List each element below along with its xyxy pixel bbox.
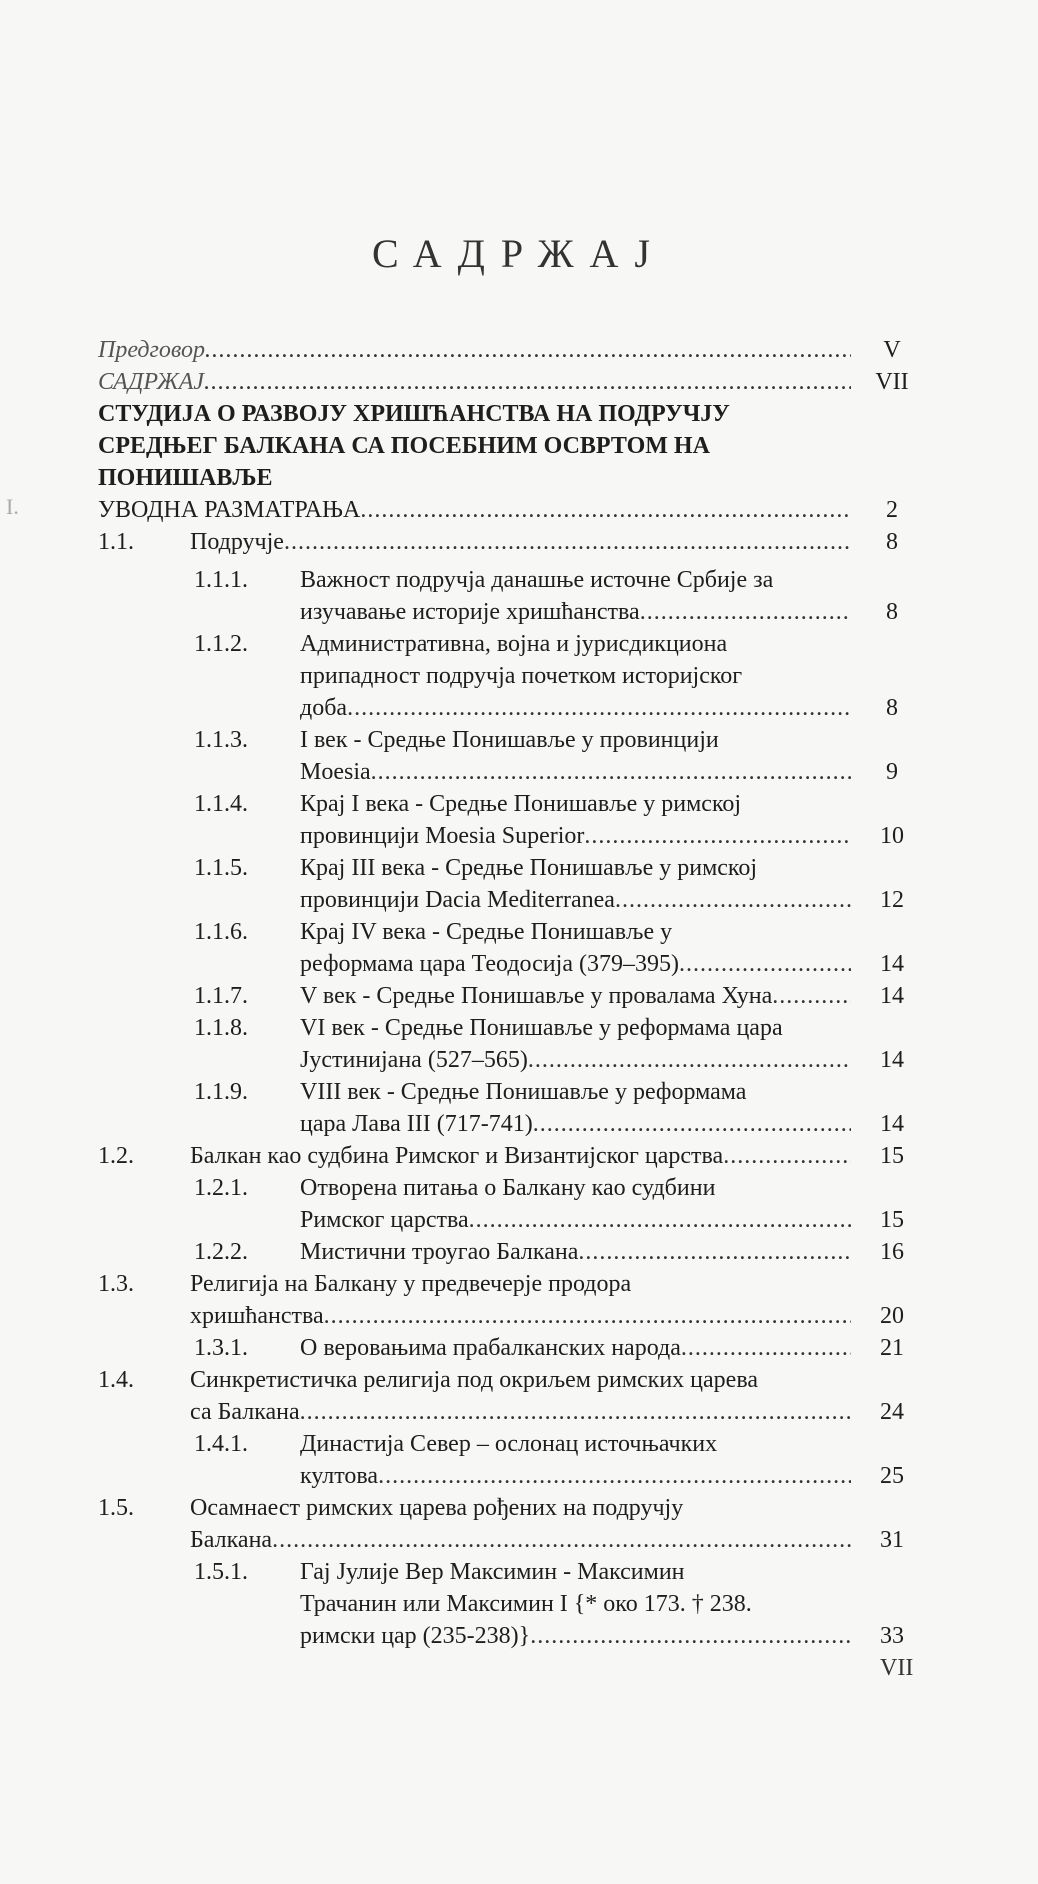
toc-entry-number: 1.2.2.	[194, 1239, 248, 1265]
toc-line	[300, 884, 855, 916]
dot-leader	[205, 334, 851, 366]
toc-page-number: 15	[880, 1207, 904, 1233]
toc-entry-text: УВОДНА РАЗМАТРАЊА	[98, 497, 361, 523]
toc-line	[190, 1396, 855, 1428]
toc-line	[300, 660, 742, 692]
dot-leader	[469, 1204, 851, 1236]
toc-entry-text: О веровањима прабалканских народа	[300, 1335, 681, 1361]
toc-line	[300, 756, 855, 788]
toc-entry-text: доба	[300, 695, 348, 721]
dot-leader	[772, 980, 851, 1012]
toc-page-number: 2	[886, 497, 898, 523]
section-heading: СТУДИЈА О РАЗВОЈУ ХРИШЋАНСТВА НА ПОДРУЧЈУ	[98, 401, 730, 427]
toc-entry-number: 1.3.	[98, 1271, 134, 1297]
dot-leader	[272, 1524, 851, 1556]
toc-entry-number: 1.1.	[98, 529, 134, 555]
toc-entry-number: 1.1.5.	[194, 855, 248, 881]
toc-entry-text: Јустинијана (527–565)	[300, 1047, 528, 1073]
toc-page-number: V	[883, 337, 901, 363]
toc-line	[300, 1204, 855, 1236]
dot-leader	[723, 1140, 851, 1172]
toc-entry-number: 1.3.1.	[194, 1335, 248, 1361]
toc-page-number: 25	[880, 1463, 904, 1489]
toc-entry-text: I век - Средње Понишавље у провинцији	[300, 727, 719, 753]
toc-page-number: VII	[875, 369, 909, 395]
toc-entry-number: 1.4.	[98, 1367, 134, 1393]
page-number: VII	[880, 1655, 914, 1681]
dot-leader	[324, 1300, 851, 1332]
dot-leader	[533, 1108, 851, 1140]
toc-entry-number: 1.2.	[98, 1143, 134, 1169]
dot-leader	[528, 1044, 851, 1076]
toc-entry-number: 1.1.9.	[194, 1079, 248, 1105]
section-heading: СРЕДЊЕГ БАЛКАНА СА ПОСЕБНИМ ОСВРТОМ НА	[98, 433, 710, 459]
toc-entry-text: Балкана	[190, 1527, 273, 1553]
dot-leader	[378, 1460, 851, 1492]
toc-entry-text: провинцији Dacia Mediterranea	[300, 887, 615, 913]
toc-entry-text: Подручје	[190, 529, 284, 555]
toc-entry-text: хришћанства	[190, 1303, 324, 1329]
toc-page-number: 15	[880, 1143, 904, 1169]
toc-entry-text: VIII век - Средње Понишавље у реформама	[300, 1079, 747, 1105]
toc-line	[190, 1524, 855, 1556]
toc-line	[190, 1300, 855, 1332]
toc-line	[190, 526, 855, 558]
toc-line	[300, 628, 727, 660]
toc-line	[300, 1556, 685, 1588]
toc-line	[300, 1332, 855, 1364]
toc-line	[300, 820, 855, 852]
toc-page-number: 9	[886, 759, 898, 785]
toc-page-number: 14	[880, 1111, 904, 1137]
dot-leader	[681, 1332, 851, 1364]
toc-entry-text: изучавање историје хришћанства	[300, 599, 640, 625]
toc-page-number: 14	[880, 983, 904, 1009]
toc-line	[300, 980, 855, 1012]
toc-line	[300, 1044, 855, 1076]
toc-page-number: 16	[880, 1239, 904, 1265]
dot-leader	[300, 1396, 851, 1428]
toc-line	[300, 1460, 855, 1492]
toc-entry-text: Крај I века - Средње Понишавље у римској	[300, 791, 742, 817]
toc-entry-text: САДРЖАЈ	[98, 369, 205, 395]
toc-entry-number: 1.1.3.	[194, 727, 248, 753]
toc-entry-number: 1.1.2.	[194, 631, 248, 657]
margin-mark: I.	[6, 494, 19, 519]
toc-entry-number: 1.1.6.	[194, 919, 248, 945]
toc-entry-text: реформама цара Теодосија (379–395)	[300, 951, 679, 977]
toc-entry-text: Религија на Балкану у предвечерје продора	[190, 1271, 632, 1297]
toc-line	[190, 1364, 758, 1396]
toc-line	[98, 334, 855, 366]
toc-entry-number: 1.1.7.	[194, 983, 248, 1009]
toc-entry-text: VI век - Средње Понишавље у реформама цара	[300, 1015, 783, 1041]
toc-line	[300, 1428, 717, 1460]
dot-leader	[615, 884, 851, 916]
toc-entry-text: V век - Средње Понишавље у провалама Хуна	[300, 983, 773, 1009]
toc-entry-text: Важност подручја данашње источне Србије за	[300, 567, 774, 593]
page-title: САДРЖАЈ	[372, 231, 666, 276]
toc-page-number: 20	[880, 1303, 904, 1329]
toc-line	[190, 1268, 631, 1300]
toc-page-number: 14	[880, 951, 904, 977]
toc-entry-text: Moesia	[300, 759, 371, 785]
toc-line	[300, 788, 741, 820]
toc-entry-number: 1.2.1.	[194, 1175, 248, 1201]
toc-entry-text: Династија Север – ослонац источњачких	[300, 1431, 718, 1457]
dot-leader	[284, 526, 851, 558]
toc-line	[300, 852, 757, 884]
toc-entry-text: Административна, војна и јурисдикциона	[300, 631, 728, 657]
dot-leader	[204, 366, 851, 398]
toc-entry-text: Гај Јулије Вер Максимин - Максимин	[300, 1559, 685, 1585]
dot-leader	[578, 1236, 851, 1268]
toc-line	[300, 724, 719, 756]
toc-page-number: 8	[886, 695, 898, 721]
dot-leader	[640, 596, 851, 628]
toc-entry-text: римски цар (235-238)}	[300, 1623, 531, 1649]
toc-entry-number: 1.1.1.	[194, 567, 248, 593]
toc-entry-text: Осамнаест римских царева рођених на подручју	[190, 1495, 684, 1521]
toc-entry-text: цара Лава III (717-741)	[300, 1111, 533, 1137]
toc-line	[300, 1076, 746, 1108]
toc-entry-text: Синкретистичка религија под окриљем римских царева	[190, 1367, 758, 1393]
toc-line	[300, 1236, 855, 1268]
toc-entry-number: 1.5.1.	[194, 1559, 248, 1585]
toc-page-number: 8	[886, 599, 898, 625]
toc-line	[300, 1172, 715, 1204]
toc-entry-number: 1.4.1.	[194, 1431, 248, 1457]
toc-line	[300, 564, 773, 596]
toc-entry-text: Балкан као судбина Римског и Византијског царства	[190, 1143, 724, 1169]
toc-page-number: 12	[880, 887, 904, 913]
toc-line	[300, 1620, 855, 1652]
toc-entry-number: 1.1.4.	[194, 791, 248, 817]
toc-entry-text: Отворена питања о Балкану као судбини	[300, 1175, 716, 1201]
toc-entry-text: Римског царства	[300, 1207, 469, 1233]
dot-leader	[360, 494, 851, 526]
toc-entry-text: са Балкана	[190, 1399, 300, 1425]
toc-page-number: 31	[880, 1527, 904, 1553]
toc-line	[300, 1012, 783, 1044]
toc-line	[190, 1492, 683, 1524]
toc-line	[300, 948, 855, 980]
toc-page-number: 8	[886, 529, 898, 555]
dot-leader	[371, 756, 851, 788]
toc-line	[190, 1140, 855, 1172]
toc-entry-number: 1.1.8.	[194, 1015, 248, 1041]
toc-entry-number: 1.5.	[98, 1495, 134, 1521]
toc-entry-text: припадност подручја почетком историјског	[300, 663, 743, 689]
toc-entry-text: Трачанин или Максимин I {* око 173. † 238.	[300, 1591, 752, 1617]
toc-entry-text: провинцији Moesia Superior	[300, 823, 585, 849]
toc-entry-text: Крај IV века - Средње Понишавље у	[300, 919, 673, 945]
section-heading: ПОНИШАВЉЕ	[98, 465, 273, 491]
toc-page-number: 14	[880, 1047, 904, 1073]
toc-line	[300, 916, 672, 948]
toc-line	[300, 1588, 752, 1620]
toc-line	[300, 596, 855, 628]
dot-leader	[584, 820, 851, 852]
toc-page-number: 10	[880, 823, 904, 849]
dot-leader	[679, 948, 851, 980]
toc-page-number: 24	[880, 1399, 904, 1425]
dot-leader	[347, 692, 851, 724]
toc-line	[300, 692, 855, 724]
toc-page-number: 21	[880, 1335, 904, 1361]
toc-entry-text: Предговор	[98, 337, 205, 363]
dot-leader	[530, 1620, 851, 1652]
toc-entry-text: Крај III века - Средње Понишавље у римској	[300, 855, 758, 881]
toc-line	[98, 494, 855, 526]
toc-entry-text: култова	[300, 1463, 379, 1489]
toc-entry-text: Мистични троугао Балкана	[300, 1239, 579, 1265]
toc-line	[98, 366, 855, 398]
toc-page-number: 33	[880, 1623, 904, 1649]
toc-line	[300, 1108, 855, 1140]
